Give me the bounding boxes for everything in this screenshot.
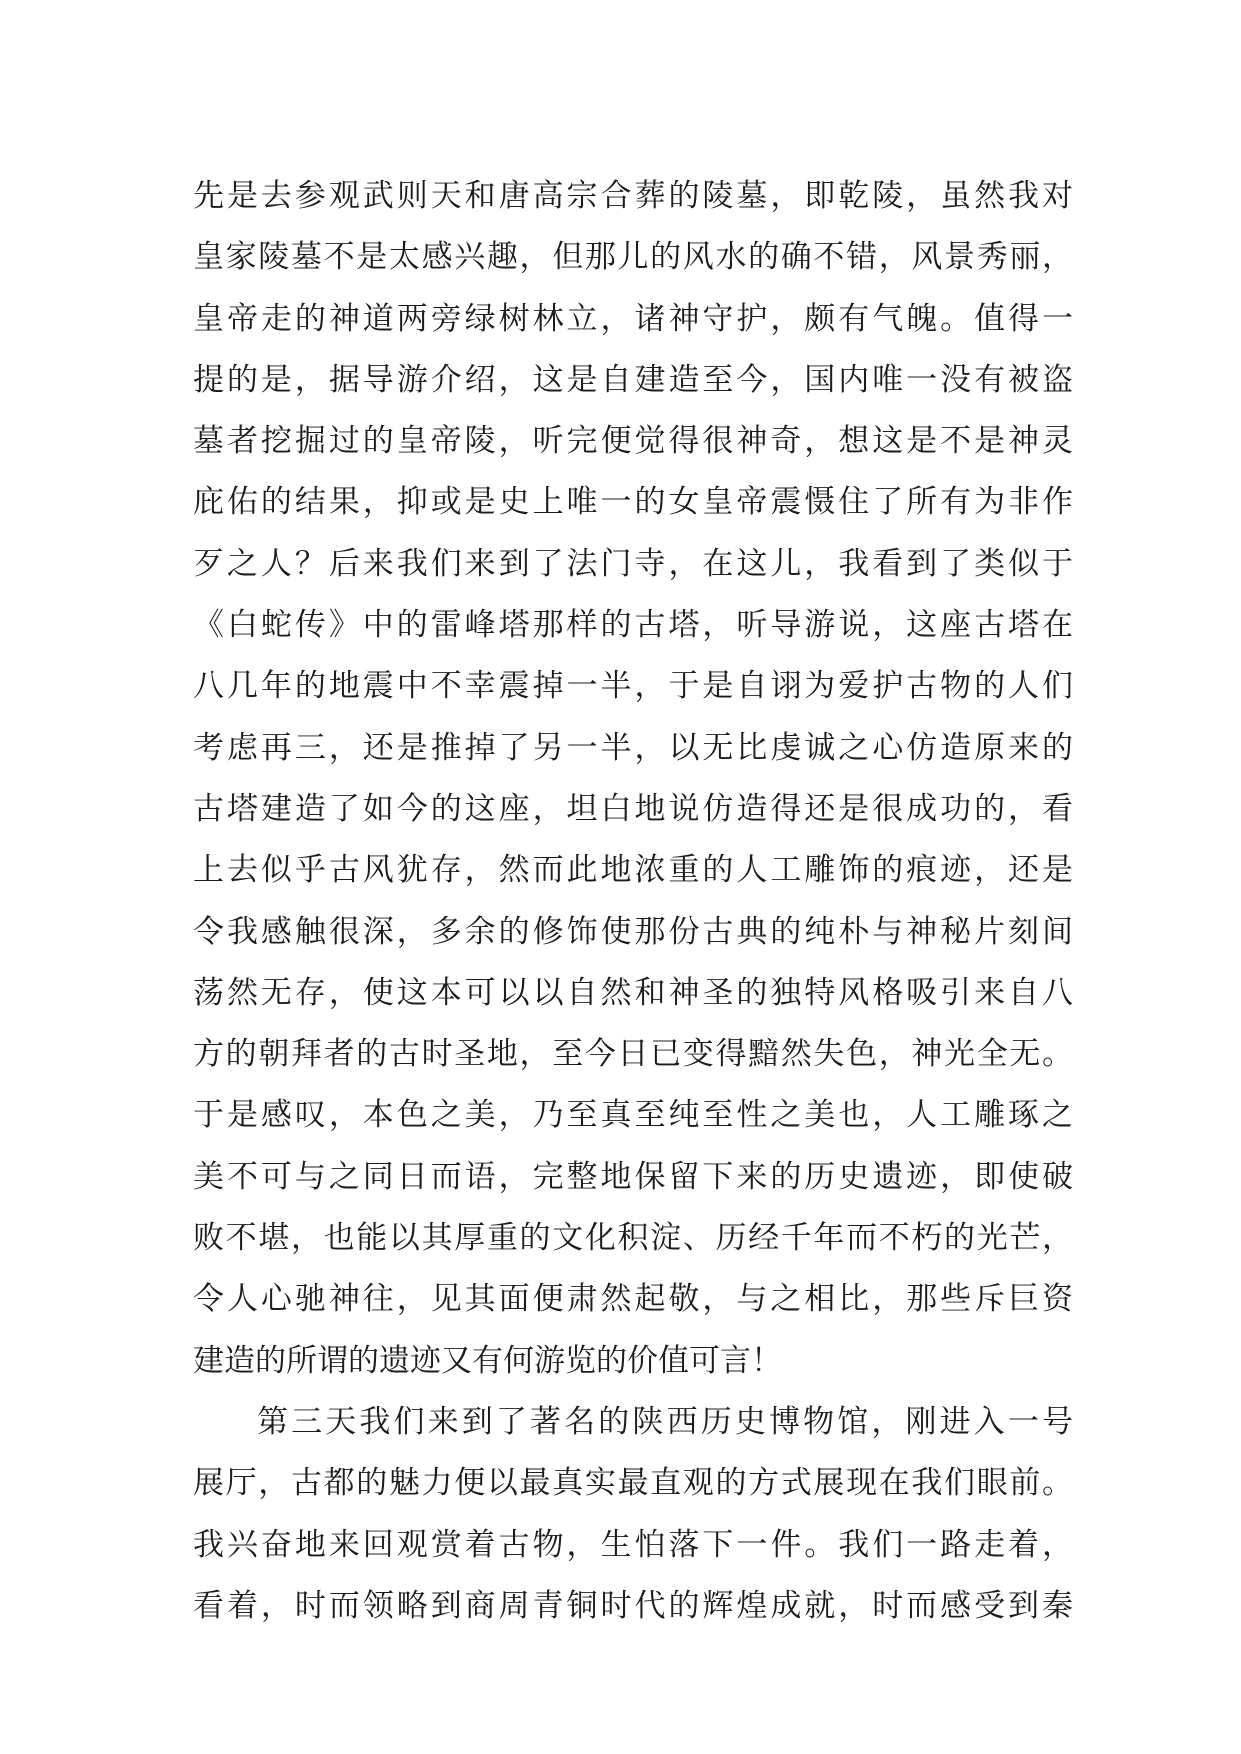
text-line: 看着，时而领略到商周青铜时代的辉煌成就，时而感受到秦 [193, 1587, 1073, 1624]
text-line: 我兴奋地来回观赏着古物，生怕落下一件。我们一路走着， [193, 1526, 1073, 1563]
text-line: 考虑再三，还是推掉了另一半，以无比虔诚之心仿造原来的 [193, 729, 1073, 766]
paragraph-end-line: 建造的所谓的遗迹又有何游览的价值可言！ [193, 1342, 782, 1379]
text-line: 古塔建造了如今的这座，坦白地说仿造得还是很成功的，看 [193, 790, 1073, 827]
text-line: 荡然无存，使这本可以以自然和神圣的独特风格吸引来自八 [193, 974, 1073, 1011]
text-line: 庇佑的结果，抑或是史上唯一的女皇帝震慑住了所有为非作 [193, 484, 1073, 521]
text-line: 提的是，据导游介绍，这是自建造至今，国内唯一没有被盗 [193, 361, 1073, 398]
text-line: 《白蛇传》中的雷峰塔那样的古塔，听导游说，这座古塔在 [193, 607, 1073, 644]
text-line: 于是感叹，本色之美，乃至真至纯至性之美也，人工雕琢之 [193, 1097, 1073, 1134]
paragraph-start-line: 第三天我们来到了著名的陕西历史博物馆，刚进入一号 [257, 1403, 1073, 1440]
body-text [193, 166, 1073, 1637]
text-line: 展厅，古都的魅力便以最真实最直观的方式展现在我们眼前。 [193, 1465, 1073, 1502]
text-line: 八几年的地震中不幸震掉一半，于是自诩为爱护古物的人们 [193, 668, 1073, 705]
text-line: 败不堪，也能以其厚重的文化积淀、历经千年而不朽的光芒， [193, 1220, 1073, 1257]
text-line: 美不可与之同日而语，完整地保留下来的历史遗迹，即使破 [193, 1158, 1073, 1195]
text-line: 先是去参观武则天和唐高宗合葬的陵墓，即乾陵，虽然我对 [193, 178, 1073, 214]
text-line: 令我感触很深，多余的修饰使那份古典的纯朴与神秘片刻间 [193, 913, 1073, 950]
text-line: 上去似乎古风犹存，然而此地浓重的人工雕饰的痕迹，还是 [193, 852, 1073, 889]
text-line: 皇家陵墓不是太感兴趣，但那儿的风水的确不错，风景秀丽， [193, 239, 1073, 276]
text-line: 令人心驰神往，见其面便肃然起敬，与之相比，那些斥巨资 [193, 1281, 1073, 1318]
text-line: 方的朝拜者的古时圣地，至今日已变得黯然失色，神光全无。 [193, 1036, 1073, 1073]
text-line: 歹之人？后来我们来到了法门寺，在这儿，我看到了类似于 [193, 545, 1073, 582]
text-line: 皇帝走的神道两旁绿树林立，诸神守护，颇有气魄。值得一 [193, 300, 1073, 337]
text-line: 墓者挖掘过的皇帝陵，听完便觉得很神奇，想这是不是神灵 [193, 423, 1073, 460]
